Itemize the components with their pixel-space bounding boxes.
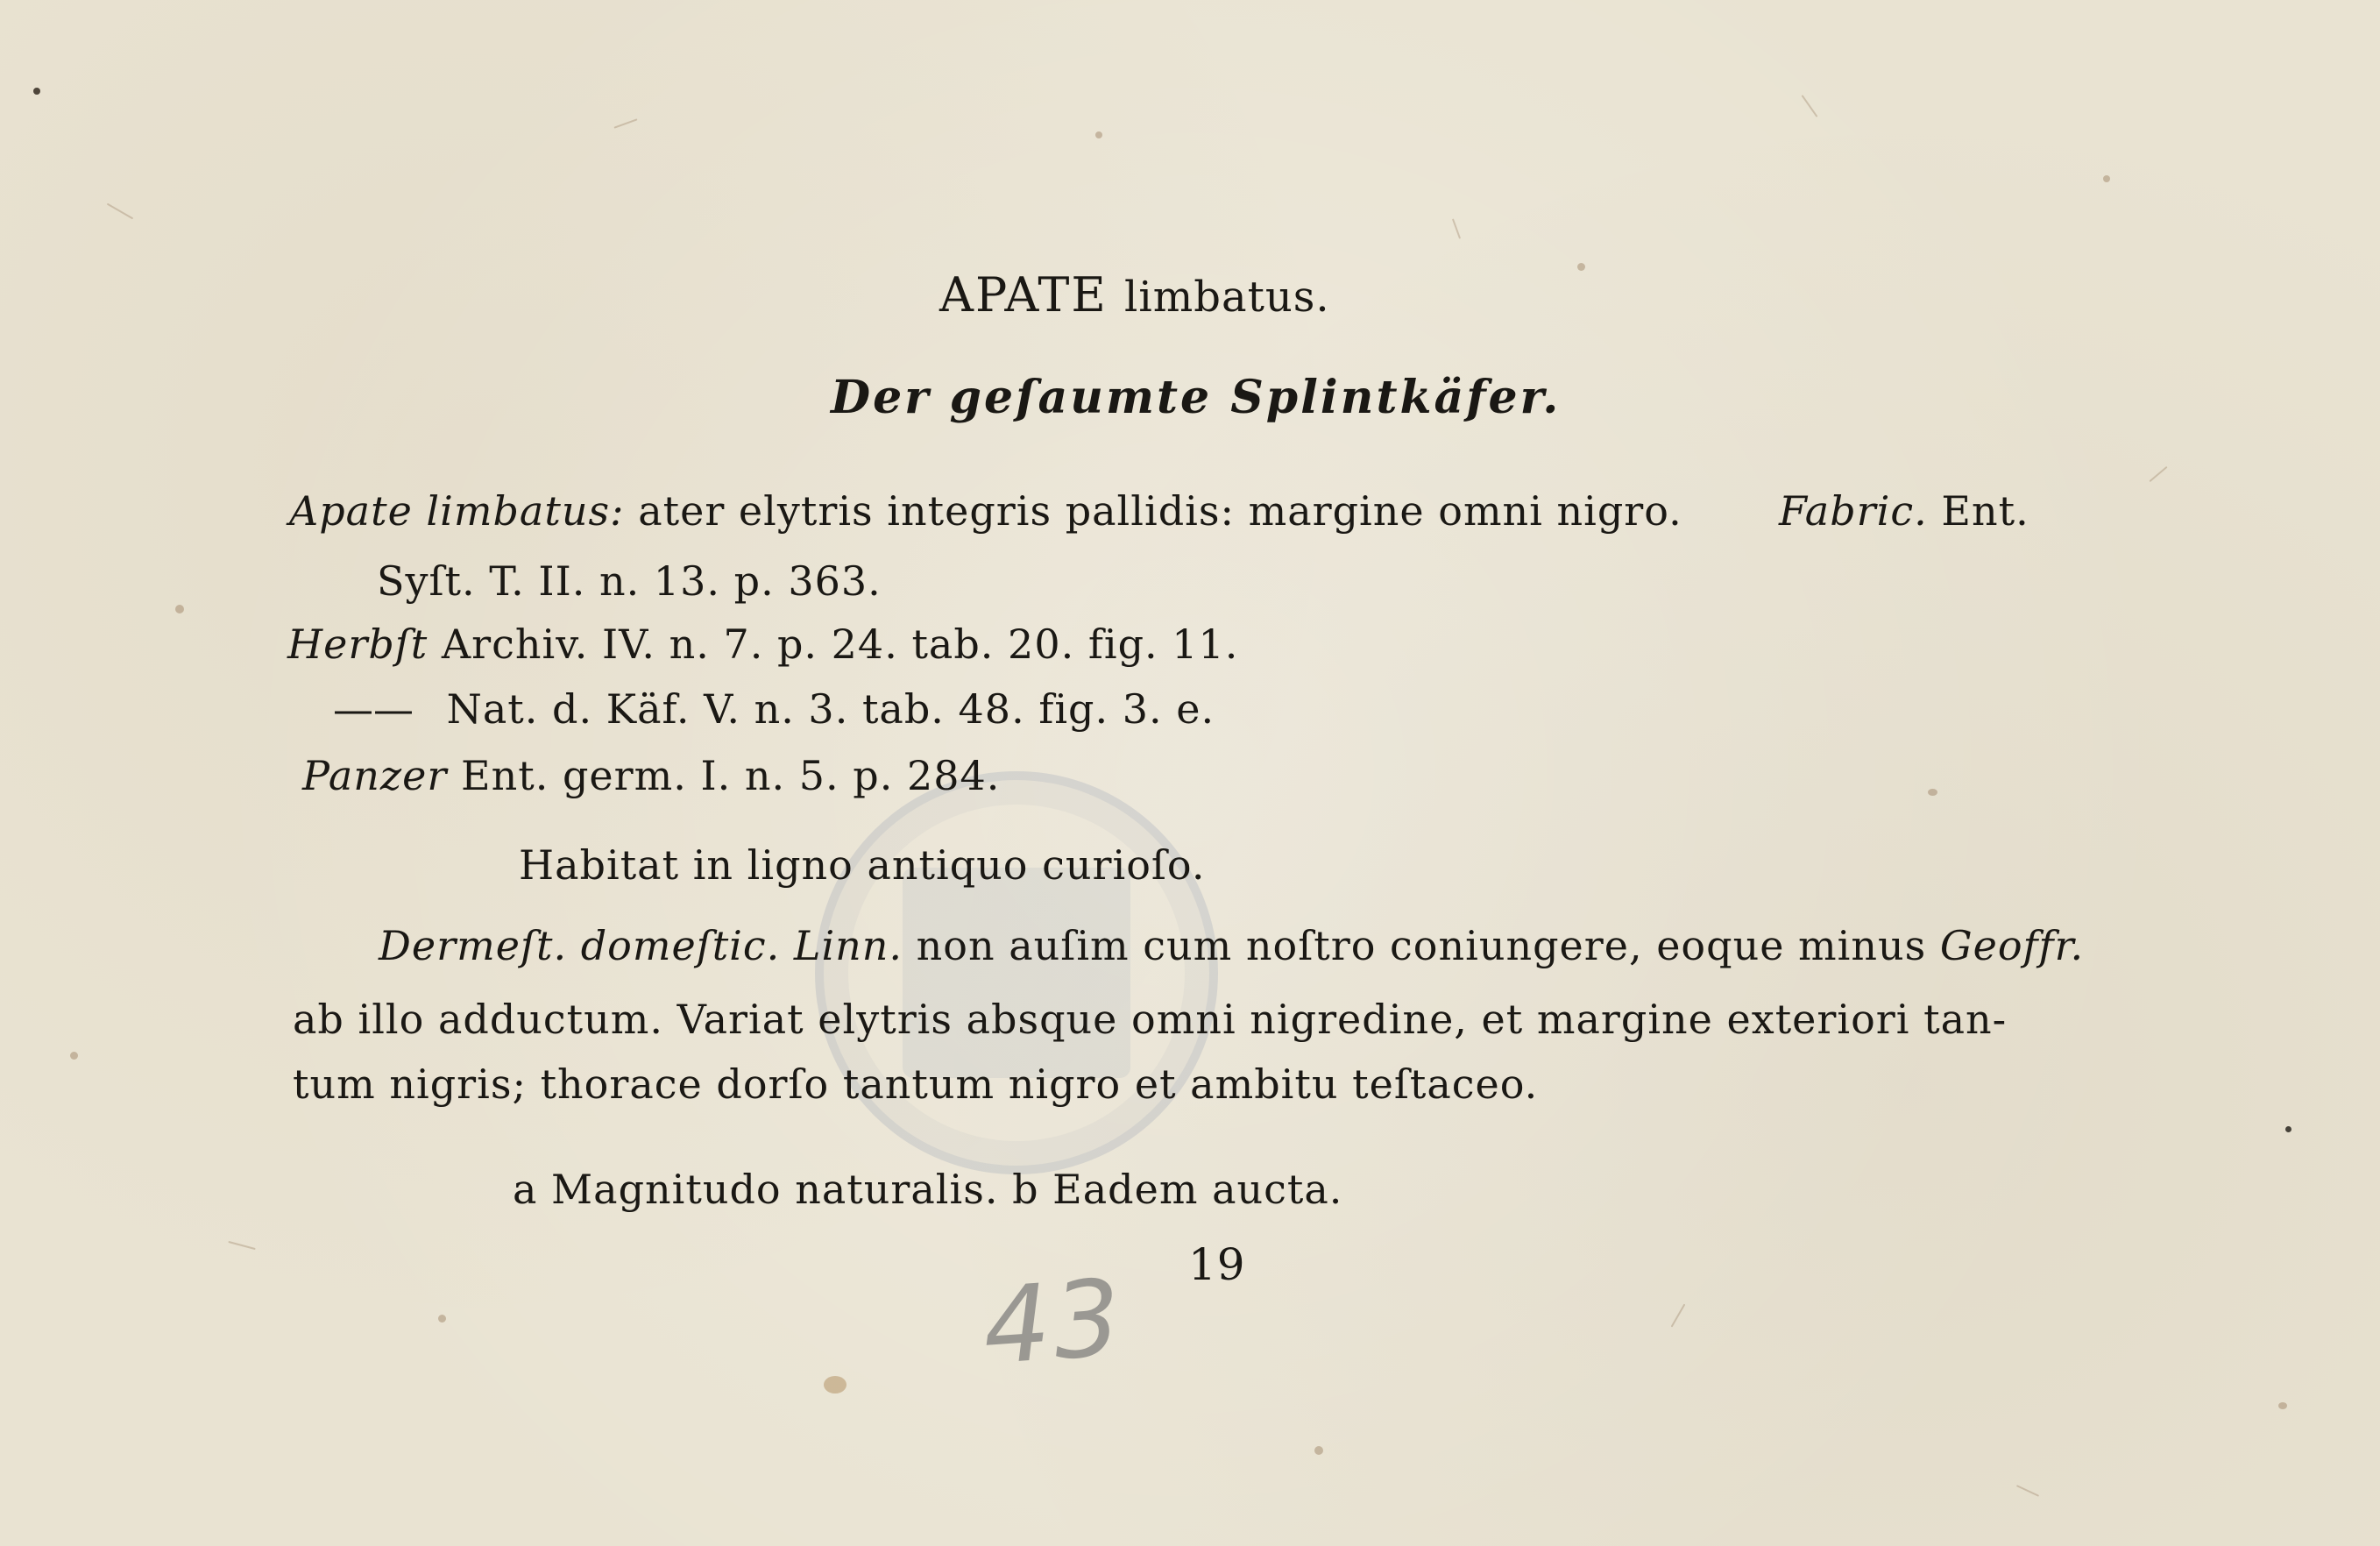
paper-fiber [1802, 95, 1818, 117]
ditto-dash: —— [333, 685, 414, 733]
paragraph-line-2: ab illo adductum. Variat elytris absque omni nigredine, et margine exteriori tan- [293, 996, 2008, 1043]
reference-author: Panzer [302, 752, 448, 799]
paragraph-line-1 [379, 922, 2085, 969]
paper-fleck [2285, 1126, 2291, 1132]
paragraph-text: non auſim cum noſtro coniungere, eoque minus [916, 922, 1927, 969]
paper-fleck [438, 1315, 446, 1323]
paper-fleck [1577, 263, 1585, 271]
reference-line-5 [302, 752, 1001, 799]
reference-work: Ent. [1941, 487, 2029, 535]
paper-fleck [1928, 789, 1937, 796]
paper-fiber [1671, 1304, 1686, 1328]
paper-fiber [2016, 1485, 2039, 1497]
paper-fiber [2149, 466, 2167, 482]
paper-fleck [2278, 1402, 2287, 1409]
paper-fleck [824, 1376, 846, 1394]
reference-author: Fabric. [1779, 487, 1928, 535]
page-number: 19 [1188, 1239, 1246, 1290]
paper-fleck [2103, 175, 2110, 182]
paper-fiber [614, 118, 638, 128]
reference-line-3 [287, 621, 1239, 668]
paper-fleck [1314, 1446, 1323, 1455]
paper-fleck [175, 605, 184, 613]
reference-author: Herbſt [287, 621, 429, 668]
paragraph-line-3: tum nigris; thorace dorſo tantum nigro et ambitu teſtaceo. [293, 1060, 1539, 1108]
reference-citation: Archiv. IV. n. 7. p. 24. tab. 20. fig. 11. [441, 621, 1239, 668]
reference-line-4 [333, 685, 1215, 733]
paragraph-author: Geoffr. [1939, 922, 2085, 969]
library-stamp-center [903, 868, 1130, 1078]
paper-fiber [107, 203, 133, 220]
paper-fiber [228, 1241, 255, 1250]
paper-fiber [1452, 218, 1461, 238]
genus-name: APATE [939, 267, 1108, 323]
page-subtitle: Der geſaumte Splintkäfer. [831, 371, 1562, 424]
reference-citation: Ent. germ. I. n. 5. p. 284. [461, 752, 1001, 799]
paper-fleck [33, 88, 40, 95]
species-name: limbatus. [1124, 273, 1330, 322]
reference-citation: Nat. d. Käf. V. n. 3. tab. 48. fig. 3. e. [446, 685, 1215, 733]
handwritten-number: 43 [979, 1257, 1129, 1389]
reference-line-2: Syſt. T. II. n. 13. p. 363. [377, 557, 882, 605]
paper-fleck [70, 1052, 78, 1060]
figure-caption: a Magnitudo naturalis. b Eadem aucta. [513, 1166, 1343, 1213]
paragraph-taxon: Dermeſt. domeſtic. Linn. [379, 922, 903, 969]
page-title [939, 267, 1330, 323]
paper-fleck [1095, 131, 1102, 138]
reference-diagnosis: ater elytris integris pallidis: margine omni nigro. [638, 487, 1682, 535]
habitat-line: Habitat in ligno antiquo curioſo. [519, 841, 1206, 889]
reference-line-1 [289, 487, 2029, 535]
reference-author-block [1779, 487, 2029, 535]
library-stamp [815, 771, 1218, 1174]
reference-taxon: Apate limbatus: [289, 487, 625, 535]
